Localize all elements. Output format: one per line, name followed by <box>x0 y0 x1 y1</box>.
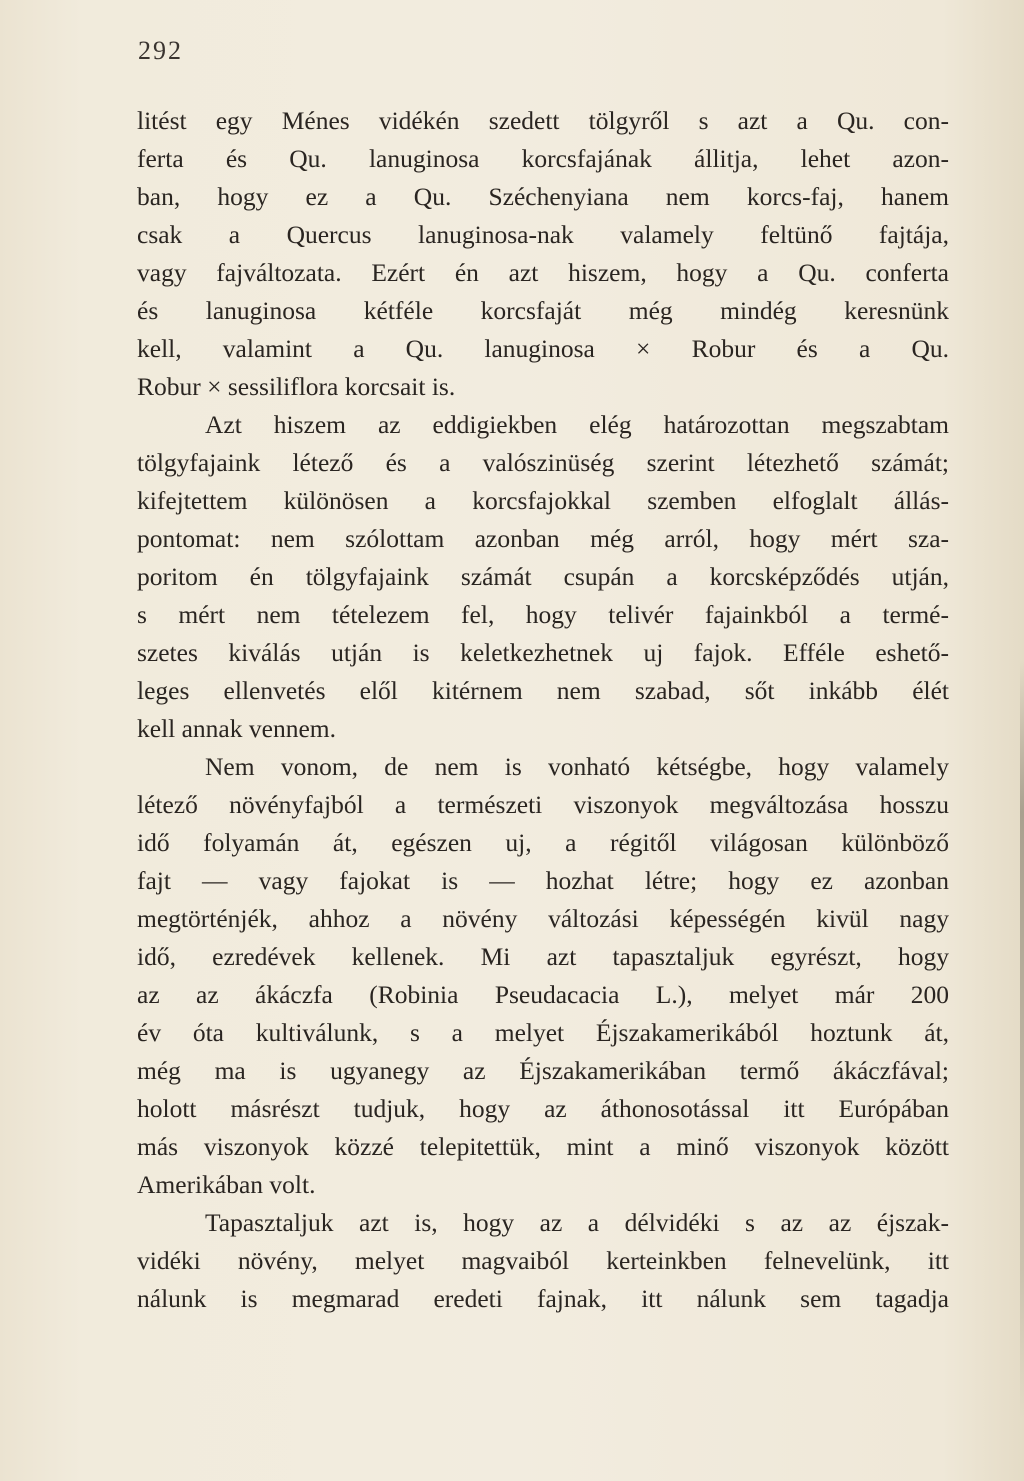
page-number: 292 <box>138 36 183 65</box>
page-edge-shadow <box>1020 660 1024 1420</box>
text-line: kifejtettem különösen a korcsfajokkal szemben elfoglalt állás- <box>137 486 949 515</box>
text-line: pontomat: nem szólottam azonban még arról, hogy mért sza- <box>137 524 949 553</box>
text-line: vidéki növény, melyet magvaiból kerteinkben felnevelünk, itt <box>137 1246 949 1275</box>
text-line: fajt — vagy fajokat is — hozhat létre; hogy ez azonban <box>137 866 949 895</box>
text-line: vagy fajváltozata. Ezért én azt hiszem, hogy a Qu. conferta <box>137 258 949 287</box>
text-line: létező növényfajból a természeti viszonyok megváltozása hosszu <box>137 790 949 819</box>
text-line: ferta és Qu. lanuginosa korcsfajának állitja, lehet azon- <box>137 144 949 173</box>
text-line: szetes kiválás utján is keletkezhetnek uj fajok. Efféle eshető- <box>137 638 949 667</box>
text-line: év óta kultiválunk, s a melyet Éjszakamerikából hoztunk át, <box>137 1018 949 1047</box>
text-line: leges ellenvetés elől kitérnem nem szabad, sőt inkább élét <box>137 676 949 705</box>
body-text <box>137 102 949 1318</box>
text-line: még ma is ugyanegy az Éjszakamerikában termő ákáczfával; <box>137 1056 949 1085</box>
text-line: holott másrészt tudjuk, hogy az áthonosotással itt Európában <box>137 1094 949 1123</box>
text-line: és lanuginosa kétféle korcsfaját még mindég keresnünk <box>137 296 949 325</box>
text-line: csak a Quercus lanuginosa-nak valamely feltünő fajtája, <box>137 220 949 249</box>
text-line: Nem vonom, de nem is vonható kétségbe, hogy valamely <box>205 752 949 781</box>
text-line: Tapasztaljuk azt is, hogy az a délvidéki s az az éjszak- <box>205 1208 949 1237</box>
text-line: Amerikában volt. <box>137 1170 316 1199</box>
text-line: kell, valamint a Qu. lanuginosa × Robur és a Qu. <box>137 334 949 363</box>
text-line: ban, hogy ez a Qu. Széchenyiana nem korcs-faj, hanem <box>137 182 949 211</box>
text-line: poritom én tölgyfajaink számát csupán a korcsképződés utján, <box>137 562 949 591</box>
text-line: nálunk is megmarad eredeti fajnak, itt nálunk sem tagadja <box>137 1284 949 1313</box>
text-line: Robur × sessiliflora korcsait is. <box>137 372 456 401</box>
text-line: kell annak vennem. <box>137 714 336 743</box>
text-line: litést egy Ménes vidékén szedett tölgyről s azt a Qu. con- <box>137 106 949 135</box>
text-line: az az ákáczfa (Robinia Pseudacacia L.), melyet már 200 <box>137 980 949 1009</box>
text-line: más viszonyok közzé telepitettük, mint a minő viszonyok között <box>137 1132 949 1161</box>
text-line: idő, ezredévek kellenek. Mi azt tapasztaljuk egyrészt, hogy <box>137 942 949 971</box>
text-line: megtörténjék, ahhoz a növény változási képességén kivül nagy <box>137 904 949 933</box>
text-line: s mért nem tételezem fel, hogy telivér fajainkból a termé- <box>137 600 949 629</box>
text-line: idő folyamán át, egészen uj, a régitől világosan különböző <box>137 828 949 857</box>
text-line: Azt hiszem az eddigiekben elég határozottan megszabtam <box>205 410 949 439</box>
text-line: tölgyfajaink létező és a valószinüség szerint létezhető számát; <box>137 448 949 477</box>
